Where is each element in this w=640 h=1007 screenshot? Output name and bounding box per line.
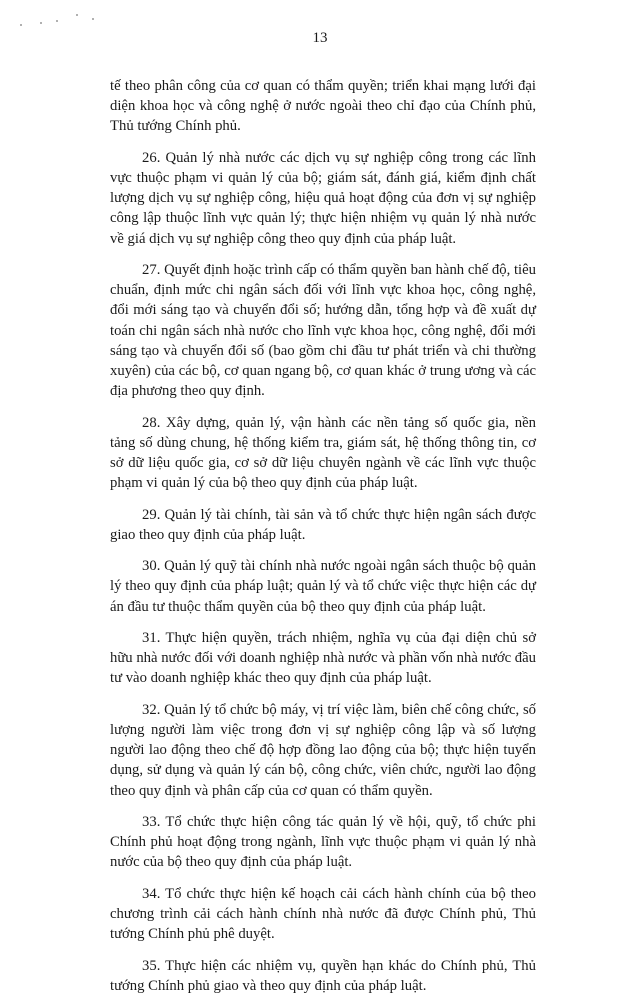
scan-speck bbox=[40, 22, 42, 24]
scan-speck bbox=[92, 18, 94, 20]
page-number: 13 bbox=[312, 30, 328, 46]
scan-speck bbox=[56, 20, 58, 22]
paragraph-27: 27. Quyết định hoặc trình cấp có thẩm quyền ban hành chế độ, tiêu chuẩn, định mức chi ngân sách đối với lĩnh vực khoa học, công nghệ, đổi mới sáng tạo và chuyển đổi số; hướng dẫn, tổng hợp và đề xuất dự toán chi ngân sách nhà nước cho lĩnh vực khoa học, công nghệ, đổi mới sáng tạo và chuyển đổi số (bao gồm chi đầu tư phát triển và chi thường xuyên) của các bộ, cơ quan ngang bộ, cơ quan khác ở trung ương và các địa phương theo quy định. bbox=[110, 262, 536, 400]
scan-speck bbox=[76, 14, 78, 16]
paragraph-26: 26. Quản lý nhà nước các dịch vụ sự nghiệp công trong các lĩnh vực thuộc phạm vi quản lý của bộ; giám sát, đánh giá, kiểm định chất lượng dịch vụ sự nghiệp công, hiệu quả hoạt động của đơn vị sự nghiệp công lập thuộc lĩnh vực quản lý; thực hiện nhiệm vụ quản lý nhà nước về giá dịch vụ sự nghiệp công theo quy định của pháp luật. bbox=[110, 149, 536, 247]
paragraph-31: 31. Thực hiện quyền, trách nhiệm, nghĩa vụ của đại diện chủ sở hữu nhà nước đối với doanh nghiệp nhà nước và phần vốn nhà nước đầu tư vào doanh nghiệp khác theo quy định của pháp luật. bbox=[110, 630, 536, 687]
paragraph-continuation: tế theo phân công của cơ quan có thẩm quyền; triển khai mạng lưới đại diện khoa học và công nghệ ở nước ngoài theo chỉ đạo của Chính phủ, Thủ tướng Chính phủ. bbox=[110, 78, 536, 135]
paragraph-33: 33. Tổ chức thực hiện công tác quản lý về hội, quỹ, tổ chức phi Chính phủ hoạt động trong ngành, lĩnh vực thuộc phạm vi quản lý nhà nước của bộ theo quy định của pháp luật. bbox=[110, 814, 536, 871]
paragraph-35: 35. Thực hiện các nhiệm vụ, quyền hạn khác do Chính phủ, Thủ tướng Chính phủ giao và theo quy định của pháp luật. bbox=[110, 957, 536, 994]
body-text bbox=[110, 76, 536, 1007]
paragraph-34: 34. Tổ chức thực hiện kế hoạch cải cách hành chính của bộ theo chương trình cải cách hành chính nhà nước đã được Chính phủ, Thủ tướng Chính phủ phê duyệt. bbox=[110, 885, 536, 943]
paragraph-32: 32. Quản lý tổ chức bộ máy, vị trí việc làm, biên chế công chức, số lượng người làm việc trong đơn vị sự nghiệp công lập và số lượng người lao động theo chế độ hợp đồng lao động của bộ; thực hiện tuyển dụng, sử dụng và quản lý cán bộ, công chức, viên chức, người lao động theo quy định và phân cấp của cơ quan có thẩm quyền. bbox=[110, 701, 536, 799]
paragraph-29: 29. Quản lý tài chính, tài sản và tổ chức thực hiện ngân sách được giao theo quy định của pháp luật. bbox=[110, 506, 536, 543]
scan-speck bbox=[20, 24, 22, 26]
paragraph-28: 28. Xây dựng, quản lý, vận hành các nền tảng số quốc gia, nền tảng số dùng chung, hệ thống kiểm tra, giám sát, hệ thống thông tin, cơ sở dữ liệu quốc gia, cơ sở dữ liệu chuyên ngành về các lĩnh vực thuộc phạm vi quản lý của bộ theo quy định của pháp luật. bbox=[110, 414, 536, 492]
paragraph-30: 30. Quản lý quỹ tài chính nhà nước ngoài ngân sách thuộc bộ quản lý theo quy định của pháp luật; quản lý và tổ chức việc thực hiện các dự án đầu tư thuộc thẩm quyền của bộ theo quy định của pháp luật. bbox=[110, 558, 536, 615]
